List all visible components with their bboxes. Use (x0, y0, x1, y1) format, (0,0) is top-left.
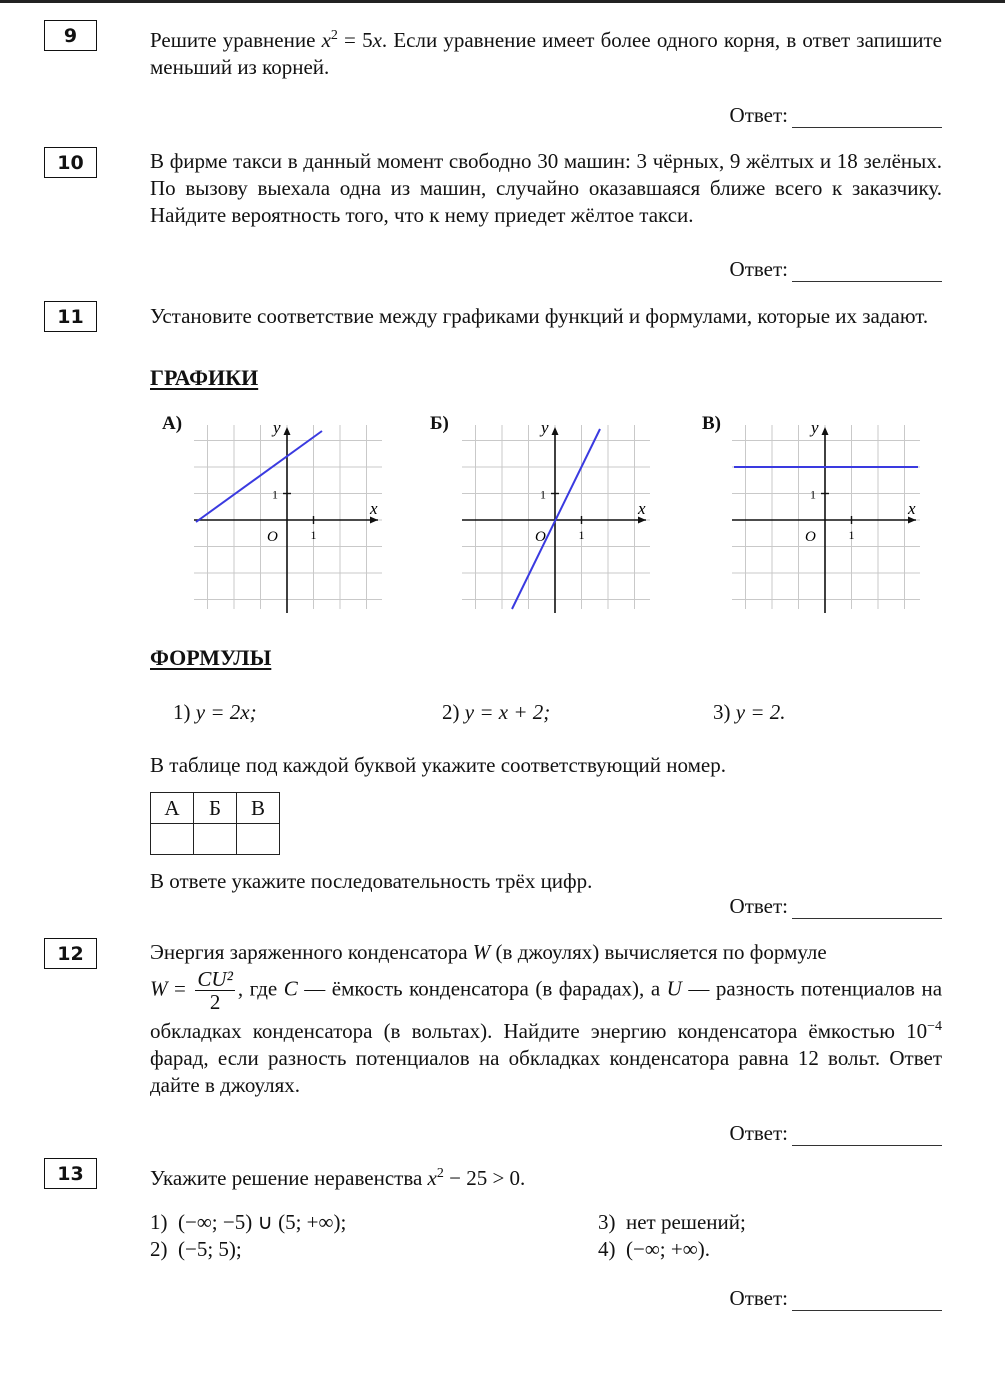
x-tick-label: 1 (310, 528, 317, 542)
answer-line[interactable] (792, 109, 942, 128)
answer-field-10[interactable] (730, 257, 942, 282)
graph-label-a: А) (162, 413, 183, 434)
graph-v (730, 415, 922, 615)
answer-line[interactable] (792, 900, 942, 919)
graph-b (460, 415, 652, 615)
answer-line[interactable] (792, 1127, 942, 1146)
function-line (512, 429, 600, 609)
x-axis-label: x (638, 499, 646, 518)
answer-label: Ответ: (729, 103, 788, 127)
formula-3: 3) y = 2. (713, 700, 786, 724)
option-4[interactable]: 4) (−∞; +∞). (598, 1237, 710, 1261)
y-axis-label: y (811, 418, 819, 437)
answer-label: Ответ: (729, 1286, 788, 1310)
task-number-12: 12 (44, 938, 97, 969)
formula-2: 2) y = x + 2; (442, 700, 551, 724)
formula-1: 1) y = 2x; (173, 700, 257, 724)
task-number-11: 11 (44, 301, 97, 332)
answer-field-9[interactable] (730, 103, 942, 128)
answer-line[interactable] (792, 263, 942, 282)
graph-a (192, 415, 384, 615)
graphs-heading: ГРАФИКИ (150, 365, 259, 390)
answer-label: Ответ: (729, 894, 788, 918)
y-axis-label: y (273, 418, 281, 437)
answer-label: Ответ: (729, 257, 788, 281)
option-3[interactable]: 3) нет решений; (598, 1210, 746, 1234)
table-cell-v[interactable] (237, 824, 280, 855)
x-axis-label: x (908, 499, 916, 518)
origin-label: O (267, 529, 278, 545)
x-tick-label: 1 (578, 528, 585, 542)
task-13-text: Укажите решение неравенства $x^2 - 25 > 0$. (150, 1166, 526, 1190)
table-cell-b[interactable] (194, 824, 237, 855)
y-tick-label: 1 (540, 487, 546, 502)
task-9-text: Решите уравнение $x^2 = 5x$. Если уравнение имеет более одного корня, в ответ запишите меньший из корней. (150, 28, 943, 79)
table-header-b: Б (194, 793, 237, 824)
top-border (0, 0, 1005, 3)
formulas-heading: ФОРМУЛЫ (150, 645, 272, 670)
answer-field-11[interactable] (730, 894, 942, 919)
sequence-instruction: В ответе укажите последовательность трёх цифр. (150, 869, 593, 893)
origin-label: O (535, 529, 546, 545)
answer-field-13[interactable] (730, 1286, 942, 1311)
task-11-text: Установите соответствие между графиками функций и формулами, которые их задают. (150, 304, 929, 328)
task-number-13: 13 (44, 1158, 97, 1189)
answer-line[interactable] (792, 1292, 942, 1311)
origin-label: O (805, 529, 816, 545)
graph-label-v: В) (702, 413, 721, 434)
option-1[interactable]: 1) (−∞; −5) ∪ (5; +∞); (150, 1210, 347, 1234)
y-tick-label: 1 (272, 487, 278, 502)
x-axis-label: x (370, 499, 378, 518)
answer-field-12[interactable] (730, 1121, 942, 1146)
y-tick-label: 1 (810, 487, 816, 502)
table-header-a: А (151, 793, 194, 824)
task-number-9: 9 (44, 20, 97, 51)
y-axis-label: y (541, 418, 549, 437)
task-12-text: Энергия заряженного конденсатора W (в джоулях) вычисляется по формуле W = $\frac{\text{CU²}}{2}$ , где C — ёмкость конденсатора (в фарадах), а U — разность потенциалов на обкладках конденсатора (в вольтах). Найдите энергию конденсатора ёмкостью $10^{-4}$ фарад, если разность потенциалов на обкладках конденсатора равна 12 вольт. Ответ дайте в джоулях. (150, 940, 943, 1097)
table-instruction: В таблице под каждой буквой укажите соответствующий номер. (150, 753, 726, 777)
answer-table (150, 792, 280, 855)
energy-fraction: $\frac{\text{CU²}}{2}$ (197, 967, 233, 1014)
x-tick-label: 1 (848, 528, 855, 542)
answer-label: Ответ: (729, 1121, 788, 1145)
function-line (196, 431, 322, 522)
task-number-10: 10 (44, 147, 97, 178)
option-2[interactable]: 2) (−5; 5); (150, 1237, 242, 1261)
y-axis-arrow (552, 427, 559, 435)
graph-label-b: Б) (430, 413, 449, 434)
y-axis-arrow (284, 427, 291, 435)
task-10-text: В фирме такси в данный момент свободно 30 машин: 3 чёрных, 9 жёлтых и 18 зелёных. По вызову выехала одна из машин, случайно оказавшаяся ближе всего к заказчику. Найдите вероятность того, что к нему приедет жёлтое такси. (150, 149, 942, 227)
table-header-v: В (237, 793, 280, 824)
y-axis-arrow (822, 427, 829, 435)
table-cell-a[interactable] (151, 824, 194, 855)
